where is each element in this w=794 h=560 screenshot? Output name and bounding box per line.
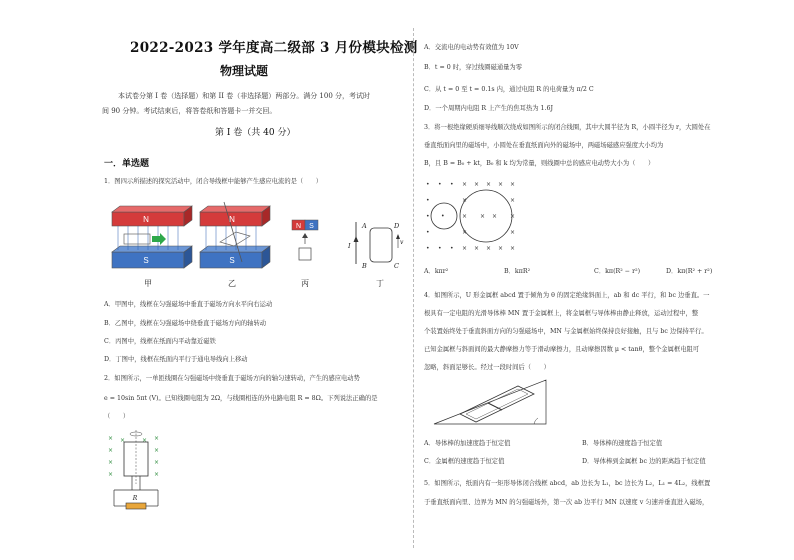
svg-text:×: ×: [480, 213, 486, 220]
fig-bing: [292, 220, 318, 288]
svg-text:×: ×: [486, 181, 492, 188]
q4-line-3: 个装置始终处于垂直斜面方向的匀强磁场中，MN 与金属框始终保持良好接触，且与 bc 边保持平行。: [424, 328, 708, 335]
fig-jia-s-label: S: [143, 256, 149, 265]
svg-text:•: •: [426, 213, 430, 220]
svg-text:×: ×: [462, 197, 468, 204]
q3-option-b: B．kπR²: [504, 268, 531, 275]
svg-text:×: ×: [462, 181, 468, 188]
svg-text:×: ×: [154, 447, 160, 454]
q1-option-c: C．丙图中，线框在纸面内平动靠近磁铁: [104, 338, 216, 345]
svg-text:•: •: [438, 181, 442, 188]
q3-option-c: C．kπ(R² − r²): [594, 268, 641, 275]
svg-text:×: ×: [108, 471, 114, 478]
exam-subtitle: 物理试题: [220, 64, 269, 78]
fig-ding-current: I: [348, 242, 351, 250]
svg-text:×: ×: [492, 213, 498, 220]
q2-figure: [106, 428, 166, 514]
q4-line-2: 根具有一定电阻的光滑导体棒 MN 置于金属框上，将金属框与导体棒由静止释放，运动过程中，整: [424, 310, 699, 317]
exam-title: 2022-2023 学年度高二级部 3 月份模块检测: [130, 40, 418, 56]
svg-text:•: •: [426, 181, 430, 188]
svg-text:×: ×: [462, 213, 468, 220]
q1-option-a: A．甲图中，线框在匀强磁场中垂直于磁场方向水平向右运动: [104, 301, 273, 308]
svg-text:×: ×: [120, 437, 126, 444]
fig-bing-n-label: N: [295, 223, 302, 230]
section-heading: 一．单选题: [104, 159, 150, 169]
part-heading: 第 I 卷（共 40 分）: [215, 128, 296, 138]
svg-text:•: •: [450, 245, 454, 252]
fig-ding-v: v: [400, 239, 404, 246]
q4-figure: [430, 376, 550, 428]
q4-option-b: B．导体棒的速度趋于恒定值: [582, 440, 663, 447]
svg-text:×: ×: [498, 181, 504, 188]
q1-stem: 1．图四示所描述的探究活动中，闭合导线框中能够产生感应电流的是（ ）: [104, 178, 323, 185]
q3-option-d: D．kπ(R² + r²): [666, 268, 713, 275]
fig-ding-c: C: [394, 262, 399, 270]
svg-text:×: ×: [154, 435, 160, 442]
fig-ding-d: D: [394, 222, 400, 230]
svg-text:•: •: [438, 245, 442, 252]
fig-yi: [200, 202, 270, 288]
q5-line-2: 于垂直纸面向里、边界为 MN 的匀强磁场外，第一次 ab 边平行 MN 以速度 v 匀速并垂直进入磁场，: [424, 499, 709, 506]
fig-bing-label: 丙: [301, 279, 309, 288]
fig-jia: [112, 206, 192, 288]
q2-option-b: B．t = 0 时，穿过线圈磁通量为零: [424, 64, 523, 71]
q4-option-a: A．导体棒的加速度趋于恒定值: [424, 440, 511, 447]
svg-text:×: ×: [510, 245, 516, 252]
q2-option-a: A．交流电的电动势有效值为 10V: [424, 44, 519, 51]
fig-jia-n-label: N: [143, 215, 149, 224]
svg-text:×: ×: [474, 245, 480, 252]
svg-text:×: ×: [510, 213, 516, 220]
svg-text:×: ×: [108, 435, 114, 442]
q2-option-d: D．一个周期内电阻 R 上产生的焦耳热为 1.6J: [424, 105, 554, 112]
q3-line-3: B，且 B = B₀ + kt，B₀ 和 k 均为常量，则线圈中总的感应电动势大小为（ ）: [424, 160, 655, 167]
svg-text:×: ×: [462, 245, 468, 252]
q2-fig-r: R: [132, 495, 138, 502]
q4-line-1: 4．如图所示，U 形金属框 abcd 置于倾角为 θ 的固定绝缘斜面上，ab 和 dc 平行，和 bc 边垂直。一: [424, 292, 710, 299]
q3-line-2: 垂直纸面向里的磁场中，小圆处在垂直纸面向外的磁场中，两磁场磁感应强度大小均为: [424, 142, 664, 149]
svg-text:•: •: [426, 229, 430, 236]
svg-text:•: •: [426, 197, 430, 204]
q2-line-3: （ ）: [104, 413, 130, 420]
svg-text:×: ×: [510, 181, 516, 188]
fig-yi-s-label: S: [229, 256, 235, 265]
svg-text:×: ×: [474, 181, 480, 188]
svg-text:×: ×: [486, 245, 492, 252]
fig-ding-a: A: [362, 222, 367, 230]
svg-text:×: ×: [154, 471, 160, 478]
fig-ding-label: 丁: [376, 279, 384, 288]
q4-option-c: C．金属框的速度趋于恒定值: [424, 458, 505, 465]
svg-text:•: •: [450, 181, 454, 188]
svg-text:•: •: [441, 213, 445, 220]
svg-text:×: ×: [498, 245, 504, 252]
q3-line-1: 3．将一根绝缘硬质细导线顺次绕成如图所示的闭合线圈，其中大圆半径为 R，小圆半径为 r，大圆处在: [424, 124, 711, 131]
fig-jia-label: 甲: [144, 279, 152, 288]
svg-text:×: ×: [510, 229, 516, 236]
q1-option-d: D．丁图中，线框在纸面内平行于通电导线向上移动: [104, 356, 248, 363]
q5-line-1: 5．如图所示，纸面内有一矩形导体闭合线框 abcd，ab 边长为 L₁，bc 边长为 L₂，L₁ = 4L₂，线框置: [424, 480, 711, 487]
svg-text:×: ×: [510, 197, 516, 204]
q4-line-5: 忽略，斜面足够长。经过一段时间后（ ）: [424, 364, 550, 371]
svg-text:×: ×: [108, 459, 114, 466]
fig-bing-s-label: S: [309, 223, 314, 230]
q1-figure: [104, 192, 404, 290]
svg-text:×: ×: [462, 229, 468, 236]
svg-text:×: ×: [142, 437, 148, 444]
q2-line-2: e = 10sin 5πt (V)。已知线圈电阻为 2Ω，与线圈相连的外电路电阻 R = 8Ω。下列说法正确的是: [104, 395, 378, 402]
svg-text:×: ×: [108, 447, 114, 454]
fig-yi-n-label: N: [229, 215, 235, 224]
fig-yi-label: 乙: [228, 279, 236, 288]
column-divider: [413, 28, 414, 548]
q4-option-d: D．导体棒到金属框 bc 边的距离趋于恒定值: [582, 458, 706, 465]
intro-line-1: 本试卷分第 I 卷（选择题）和第 II 卷（非选择题）两部分。满分 100 分，考试时: [118, 92, 371, 100]
intro-line-2: 间 90 分钟。考试结束后，将答卷纸和答题卡一并交回。: [102, 107, 277, 115]
fig-ding: [347, 222, 404, 288]
q3-figure: [424, 176, 524, 260]
q2-line-1: 2．如图所示，一单匝线圈在匀强磁场中绕垂直于磁场方向的轴匀速转动，产生的感应电动势: [104, 375, 360, 382]
q2-option-c: C．从 t = 0 至 t = 0.1s 内，通过电阻 R 的电荷量为 π/2 C: [424, 86, 594, 93]
fig-ding-b: B: [362, 262, 367, 270]
svg-text:×: ×: [154, 459, 160, 466]
q3-option-a: A．kπr²: [424, 268, 449, 275]
svg-text:•: •: [426, 245, 430, 252]
q1-option-b: B．乙图中，线框在匀强磁场中绕垂直于磁场方向的轴转动: [104, 320, 267, 327]
q4-line-4: 已知金属框与斜面间的最大静摩擦力等于滑动摩擦力，且动摩擦因数 μ < tanθ，整个金属框电阻可: [424, 346, 700, 353]
